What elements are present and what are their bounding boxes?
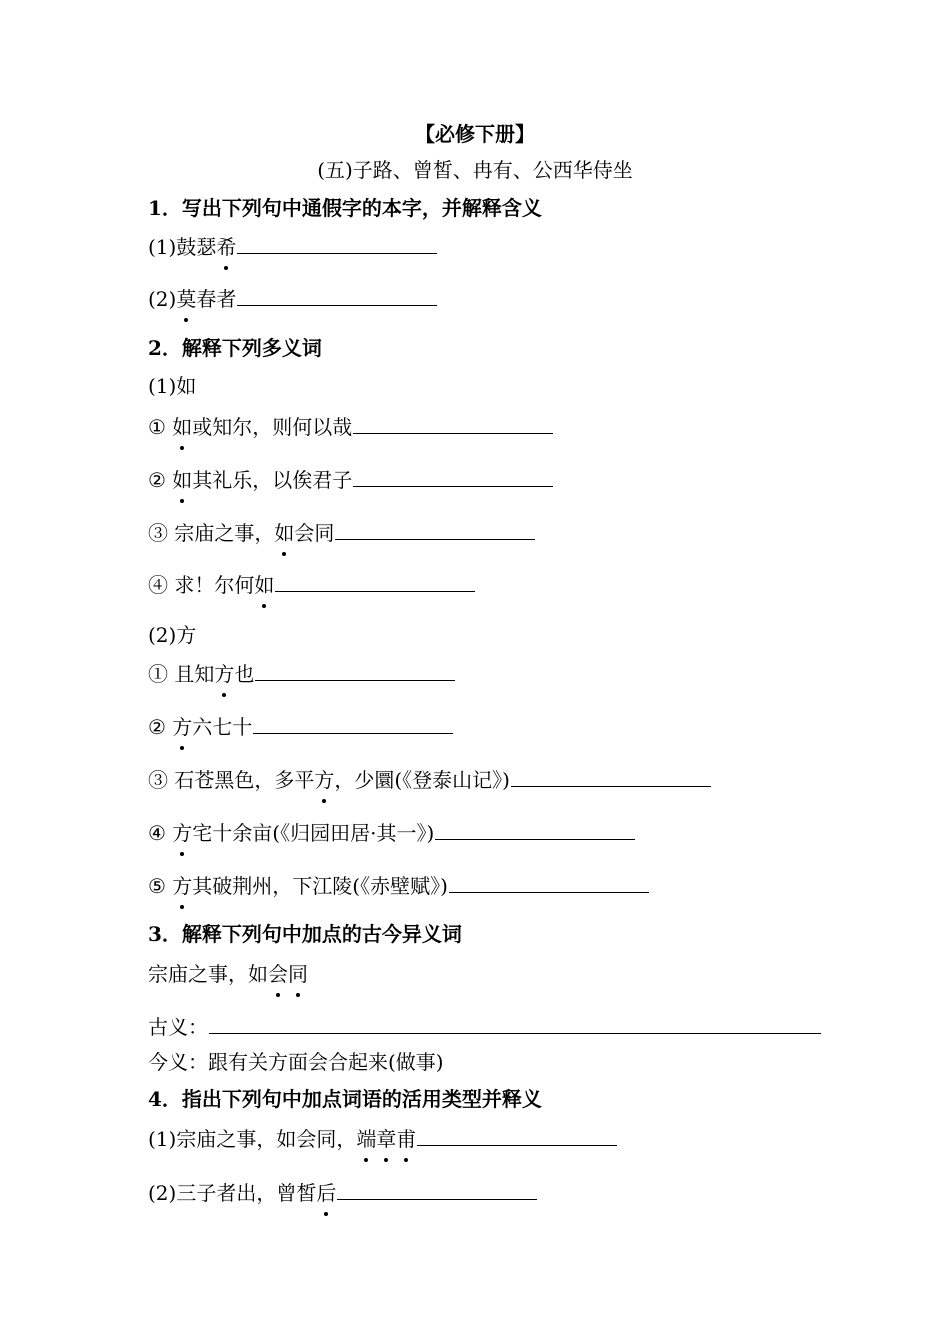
item-number: ④ [148,573,168,597]
q1-item-2-suffix: 春者 [196,287,237,311]
q2-g2-item-3 [148,767,711,792]
q1-item-2-answer-blank[interactable] [237,286,437,306]
q4-item-1-dotted-char-2: 章 [376,1127,397,1151]
item-source: 《赤壁赋》 [360,874,441,898]
dotted-char: 如 [254,573,275,597]
lesson-subtitle: (五)子路、曾皙、冉有、公西华侍坐 [317,158,633,182]
item-number: ⑤ [148,874,166,898]
q4-item-2-dotted-char: 后 [316,1181,337,1205]
q1-heading: 1．写出下列句中通假字的本字，并解释含义 [148,196,542,220]
item-prefix: 石苍黑色，多平 [174,768,315,792]
q1-item-2-dotted-char: 莫 [176,287,197,311]
answer-blank[interactable] [353,467,553,487]
q4-item-1-dotted-char-1: 端 [356,1127,377,1151]
q3-ancient-answer-blank[interactable] [209,1014,821,1034]
q2-g2-item-1 [148,661,455,686]
item-close: ) [502,768,510,792]
q1-item-1-dotted-char: 希 [216,235,237,259]
dotted-char: 如 [172,468,193,492]
answer-blank[interactable] [335,520,535,540]
item-close: ) [440,874,448,898]
item-number: ② [148,468,166,492]
item-source: 《登泰山记》 [402,768,503,792]
q3-modern-meaning: 今义：跟有关方面会合起来(做事) [148,1050,444,1074]
item-number: ② [148,715,166,739]
q2-heading: 2．解释下列多义词 [148,336,322,360]
dotted-char: 方 [172,874,193,898]
q2-g1-item-1 [148,414,553,439]
q2-g1-item-2 [148,467,553,492]
q4-item-1 [148,1126,617,1151]
q2-g1-item-4 [148,572,475,597]
q4-heading: 4．指出下列句中加点词语的活用类型并释义 [148,1087,542,1111]
q4-item-2-answer-blank[interactable] [337,1180,537,1200]
q3-dotted-char-2: 同 [288,962,308,986]
q3-heading: 3．解释下列句中加点的古今异义词 [148,922,462,946]
answer-blank[interactable] [253,714,453,734]
q4-item-1-answer-blank[interactable] [417,1126,617,1146]
item-number: ④ [148,821,166,845]
item-suffix: 会同 [294,521,335,545]
q4-item-2-prefix: (2)三子者出，曾皙 [148,1181,317,1205]
item-prefix: 宗庙之事， [174,521,275,545]
item-number: ③ [148,768,168,792]
q3-dotted-char-1: 会 [268,962,288,986]
item-prefix: 且知 [174,662,215,686]
q2-g2-item-4 [148,820,635,845]
q2-group2-label: (2)方 [148,623,197,647]
q3-ancient-meaning [148,1014,821,1039]
item-prefix: 求！尔何 [174,573,255,597]
dotted-char: 方 [314,768,335,792]
dotted-char: 如 [172,415,193,439]
q1-item-1-prefix: (1)鼓瑟 [148,235,217,259]
item-suffix: 其礼乐，以俟君子 [192,468,353,492]
item-suffix: 六七十 [192,715,253,739]
q2-g1-item-3 [148,520,535,545]
item-number: ① [148,415,166,439]
item-suffix: 宅十余亩( [192,821,281,845]
item-number: ③ [148,521,168,545]
item-suffix: 或知尔，则何以哉 [192,415,353,439]
item-suffix: 也 [234,662,255,686]
q2-g2-item-5 [148,873,649,898]
q1-item-1-answer-blank[interactable] [237,234,437,254]
q2-group1-label: (1)如 [148,374,197,398]
answer-blank[interactable] [255,661,455,681]
q1-item-1 [148,234,437,259]
item-suffix: ，少圜( [334,768,403,792]
item-number: ① [148,662,168,686]
q1-item-2-prefix: (2) [148,287,177,311]
q4-item-2 [148,1180,537,1205]
answer-blank[interactable] [511,767,711,787]
answer-blank[interactable] [449,873,649,893]
item-source: 《归园田居·其一》 [280,821,427,845]
q3-ancient-label: 古义： [148,1015,208,1039]
answer-blank[interactable] [275,572,475,592]
dotted-char: 如 [274,521,295,545]
section-title: 【必修下册】 [415,122,535,146]
q2-g2-item-2 [148,714,453,739]
answer-blank[interactable] [353,414,553,434]
item-close: ) [426,821,435,845]
q1-item-2 [148,286,437,311]
q3-sentence-prefix: 宗庙之事，如 [148,962,268,986]
q4-item-1-dotted-char-3: 甫 [396,1127,417,1151]
dotted-char: 方 [214,662,235,686]
answer-blank[interactable] [435,820,635,840]
q4-item-1-prefix: (1)宗庙之事，如会同， [148,1127,357,1151]
q3-sentence [148,962,308,986]
dotted-char: 方 [172,715,193,739]
dotted-char: 方 [172,821,193,845]
item-suffix: 其破荆州，下江陵( [192,874,361,898]
